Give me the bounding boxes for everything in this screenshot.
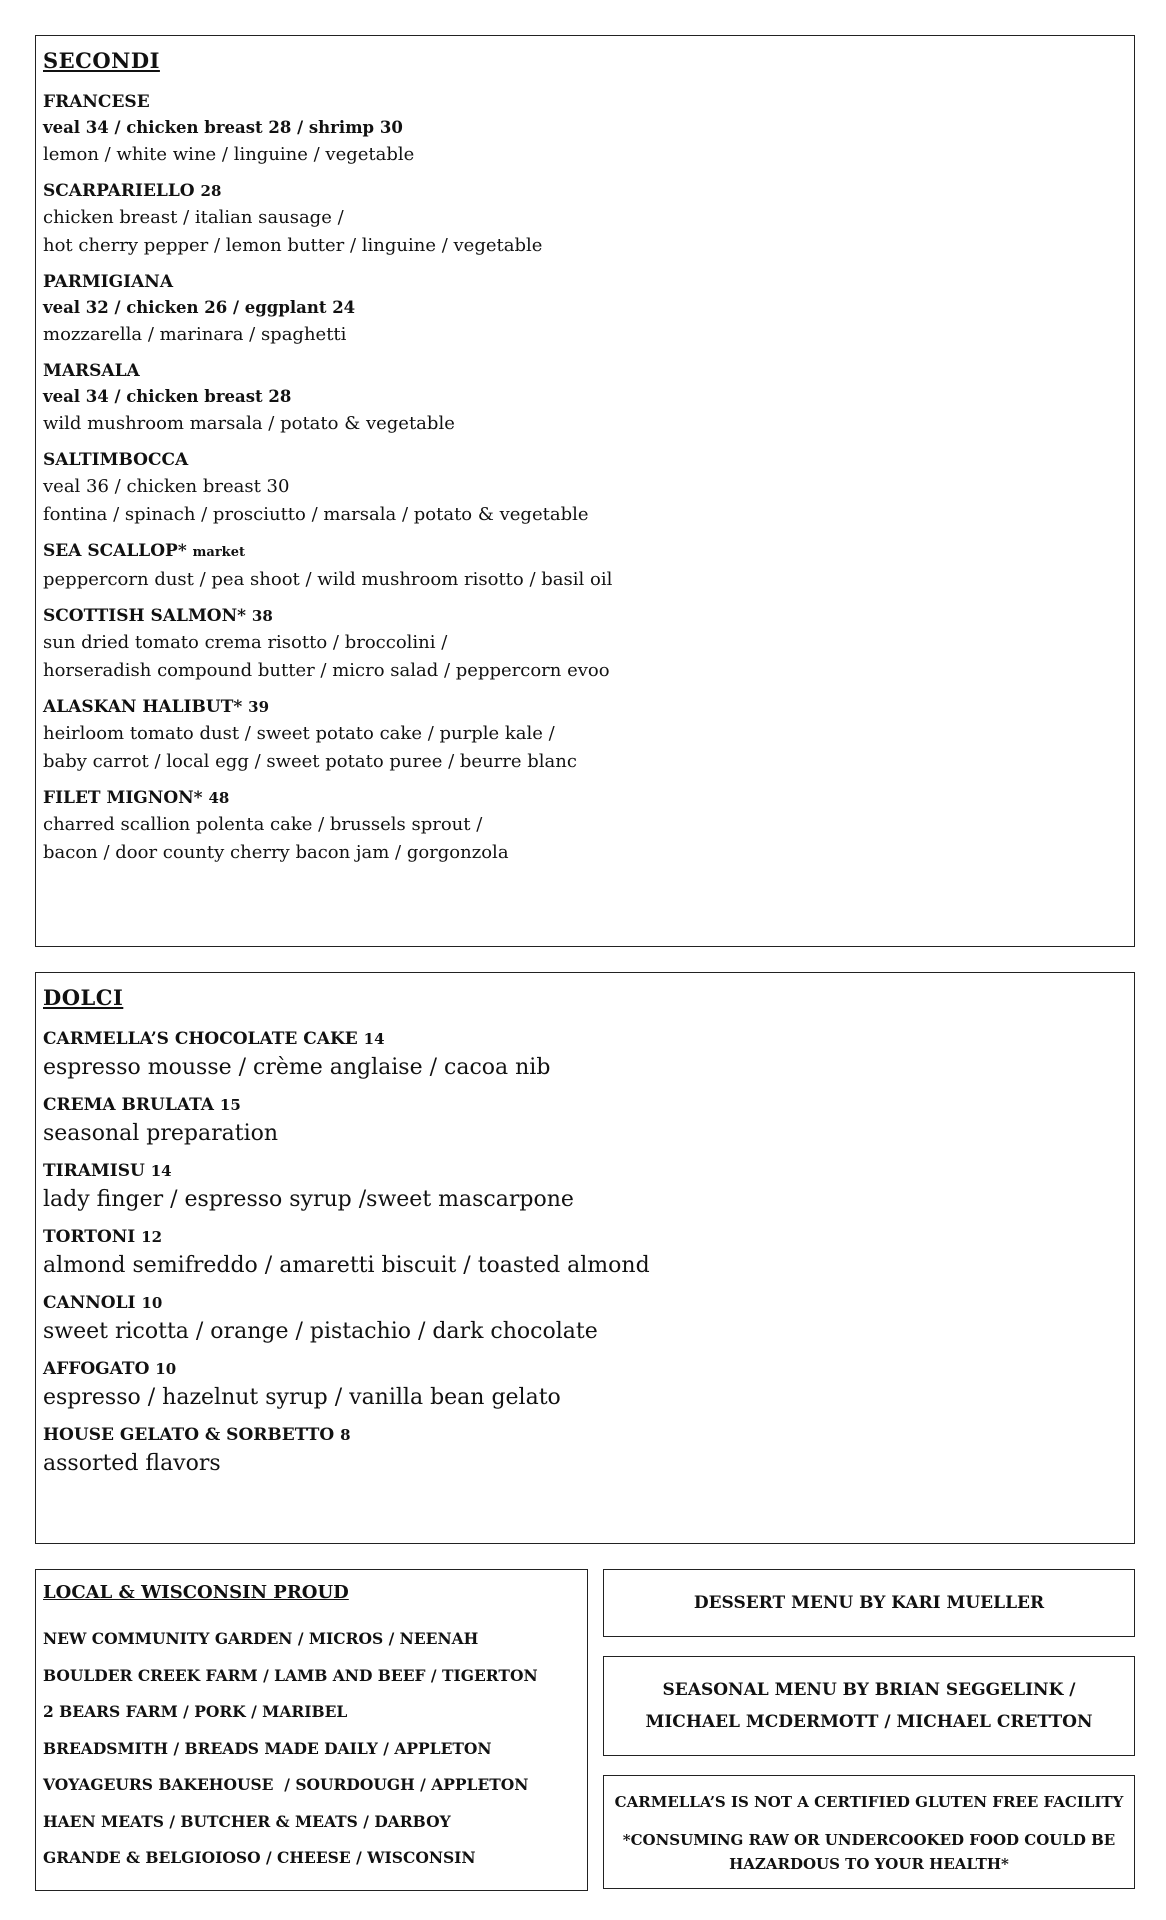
dessert-price: 14 — [363, 1030, 385, 1048]
supplier-line: VOYAGEURS BAKEHOUSE / SOURDOUGH / APPLETON — [43, 1775, 529, 1794]
item-name: FILET MIGNON* 48 — [43, 788, 230, 808]
raw-food-warning: HAZARDOUS TO YOUR HEALTH* — [729, 1854, 1009, 1873]
dessert-price: 14 — [150, 1162, 172, 1180]
dietary-notice-box — [603, 1775, 1135, 1889]
dessert-description: seasonal preparation — [43, 1121, 279, 1146]
secondi-title: SECONDI — [43, 48, 160, 73]
item-description: sun dried tomato crema risotto / broccolini / — [43, 632, 448, 653]
item-price: 38 — [251, 607, 273, 625]
item-description: baby carrot / local egg / sweet potato puree / beurre blanc — [43, 751, 577, 772]
menu-item-scottish-salmon — [43, 603, 1127, 685]
item-description: mozzarella / marinara / spaghetti — [43, 324, 347, 345]
item-description: peppercorn dust / pea shoot / wild mushroom risotto / basil oil — [43, 569, 613, 590]
dessert-description: lady finger / espresso syrup /sweet mascarpone — [43, 1187, 574, 1212]
supplier-line: NEW COMMUNITY GARDEN / MICROS / NEENAH — [43, 1629, 479, 1648]
dessert-item — [43, 1158, 1127, 1216]
item-name: SEA SCALLOP* market — [43, 541, 245, 561]
dessert-description: sweet ricotta / orange / pistachio / dark chocolate — [43, 1319, 598, 1344]
dessert-name: CANNOLI 10 — [43, 1293, 163, 1313]
item-prices: veal 36 / chicken breast 30 — [43, 476, 290, 497]
dessert-name: HOUSE GELATO & SORBETTO 8 — [43, 1425, 351, 1445]
item-description: fontina / spinach / prosciutto / marsala / potato & vegetable — [43, 504, 589, 525]
dessert-price: 10 — [141, 1294, 163, 1312]
seasonal-credit-box — [603, 1656, 1135, 1756]
item-prices: veal 32 / chicken 26 / eggplant 24 — [43, 298, 356, 317]
dessert-description: assorted flavors — [43, 1451, 221, 1476]
item-description: hot cherry pepper / lemon butter / linguine / vegetable — [43, 235, 543, 256]
item-description: lemon / white wine / linguine / vegetable — [43, 144, 415, 165]
dessert-item — [43, 1422, 1127, 1480]
item-name: SCARPARIELLO 28 — [43, 181, 222, 201]
item-description: charred scallion polenta cake / brussels sprout / — [43, 814, 483, 835]
menu-item-sea-scallop — [43, 538, 1127, 594]
seasonal-credit-line: MICHAEL MCDERMOTT / MICHAEL CRETTON — [645, 1712, 1093, 1732]
menu-item-scarpariello — [43, 178, 1127, 260]
dessert-credit-box — [603, 1569, 1135, 1637]
menu-item-saltimbocca — [43, 447, 1127, 529]
dessert-name: AFFOGATO 10 — [43, 1359, 177, 1379]
menu-item-marsala — [43, 358, 1127, 438]
menu-item-parmigiana — [43, 269, 1127, 349]
item-price: 39 — [248, 698, 270, 716]
item-name: PARMIGIANA — [43, 272, 174, 292]
menu-item-francese — [43, 89, 1127, 169]
gluten-notice: CARMELLA’S IS NOT A CERTIFIED GLUTEN FREE FACILITY — [614, 1792, 1124, 1811]
dessert-item — [43, 1092, 1127, 1150]
dolci-title: DOLCI — [43, 985, 124, 1010]
item-description: chicken breast / italian sausage / — [43, 207, 344, 228]
item-description: wild mushroom marsala / potato & vegetable — [43, 413, 455, 434]
dessert-price: 15 — [219, 1096, 241, 1114]
item-description: heirloom tomato dust / sweet potato cake / purple kale / — [43, 723, 555, 744]
dessert-item — [43, 1026, 1127, 1084]
menu-item-alaskan-halibut — [43, 694, 1127, 776]
dessert-item — [43, 1356, 1127, 1414]
dessert-name: TORTONI 12 — [43, 1227, 163, 1247]
item-name: SCOTTISH SALMON* 38 — [43, 606, 273, 626]
dessert-description: espresso mousse / crème anglaise / cacoa nib — [43, 1055, 551, 1080]
local-suppliers-box — [35, 1569, 588, 1891]
seasonal-credit-line: SEASONAL MENU BY BRIAN SEGGELINK / — [662, 1680, 1076, 1700]
item-name: FRANCESE — [43, 92, 150, 112]
item-description: bacon / door county cherry bacon jam / gorgonzola — [43, 842, 509, 863]
item-price: 48 — [208, 789, 230, 807]
item-name: SALTIMBOCCA — [43, 450, 189, 470]
item-name: ALASKAN HALIBUT* 39 — [43, 697, 270, 717]
item-prices: veal 34 / chicken breast 28 / shrimp 30 — [43, 118, 403, 137]
dessert-description: almond semifreddo / amaretti biscuit / toasted almond — [43, 1253, 650, 1278]
dessert-description: espresso / hazelnut syrup / vanilla bean gelato — [43, 1385, 561, 1410]
local-title: LOCAL & WISCONSIN PROUD — [43, 1582, 349, 1603]
supplier-line: HAEN MEATS / BUTCHER & MEATS / DARBOY — [43, 1811, 451, 1831]
raw-food-warning: *CONSUMING RAW OR UNDERCOOKED FOOD COULD BE — [622, 1830, 1116, 1849]
dessert-name: TIRAMISU 14 — [43, 1161, 172, 1181]
item-name: MARSALA — [43, 361, 140, 381]
supplier-line: BREADSMITH / BREADS MADE DAILY / APPLETON — [43, 1738, 492, 1758]
menu-item-filet-mignon — [43, 785, 1127, 867]
item-price: market — [192, 545, 245, 560]
dolci-section — [35, 972, 1135, 1544]
dessert-price: 8 — [340, 1426, 351, 1444]
dessert-item — [43, 1224, 1127, 1282]
supplier-line: BOULDER CREEK FARM / LAMB AND BEEF / TIGERTON — [43, 1665, 538, 1685]
dessert-price: 12 — [141, 1228, 163, 1246]
dessert-item — [43, 1290, 1127, 1348]
dessert-name: CARMELLA’S CHOCOLATE CAKE 14 — [43, 1029, 385, 1049]
item-description: horseradish compound butter / micro salad / peppercorn evoo — [43, 660, 610, 681]
dessert-price: 10 — [155, 1360, 177, 1378]
secondi-section — [35, 35, 1135, 947]
dessert-name: CREMA BRULATA 15 — [43, 1095, 241, 1115]
item-price: 28 — [200, 182, 222, 200]
item-prices: veal 34 / chicken breast 28 — [43, 387, 292, 406]
supplier-line: 2 BEARS FARM / PORK / MARIBEL — [43, 1702, 348, 1721]
dessert-credit: DESSERT MENU BY KARI MUELLER — [693, 1593, 1045, 1613]
supplier-line: GRANDE & BELGIOIOSO / CHEESE / WISCONSIN — [43, 1848, 476, 1867]
